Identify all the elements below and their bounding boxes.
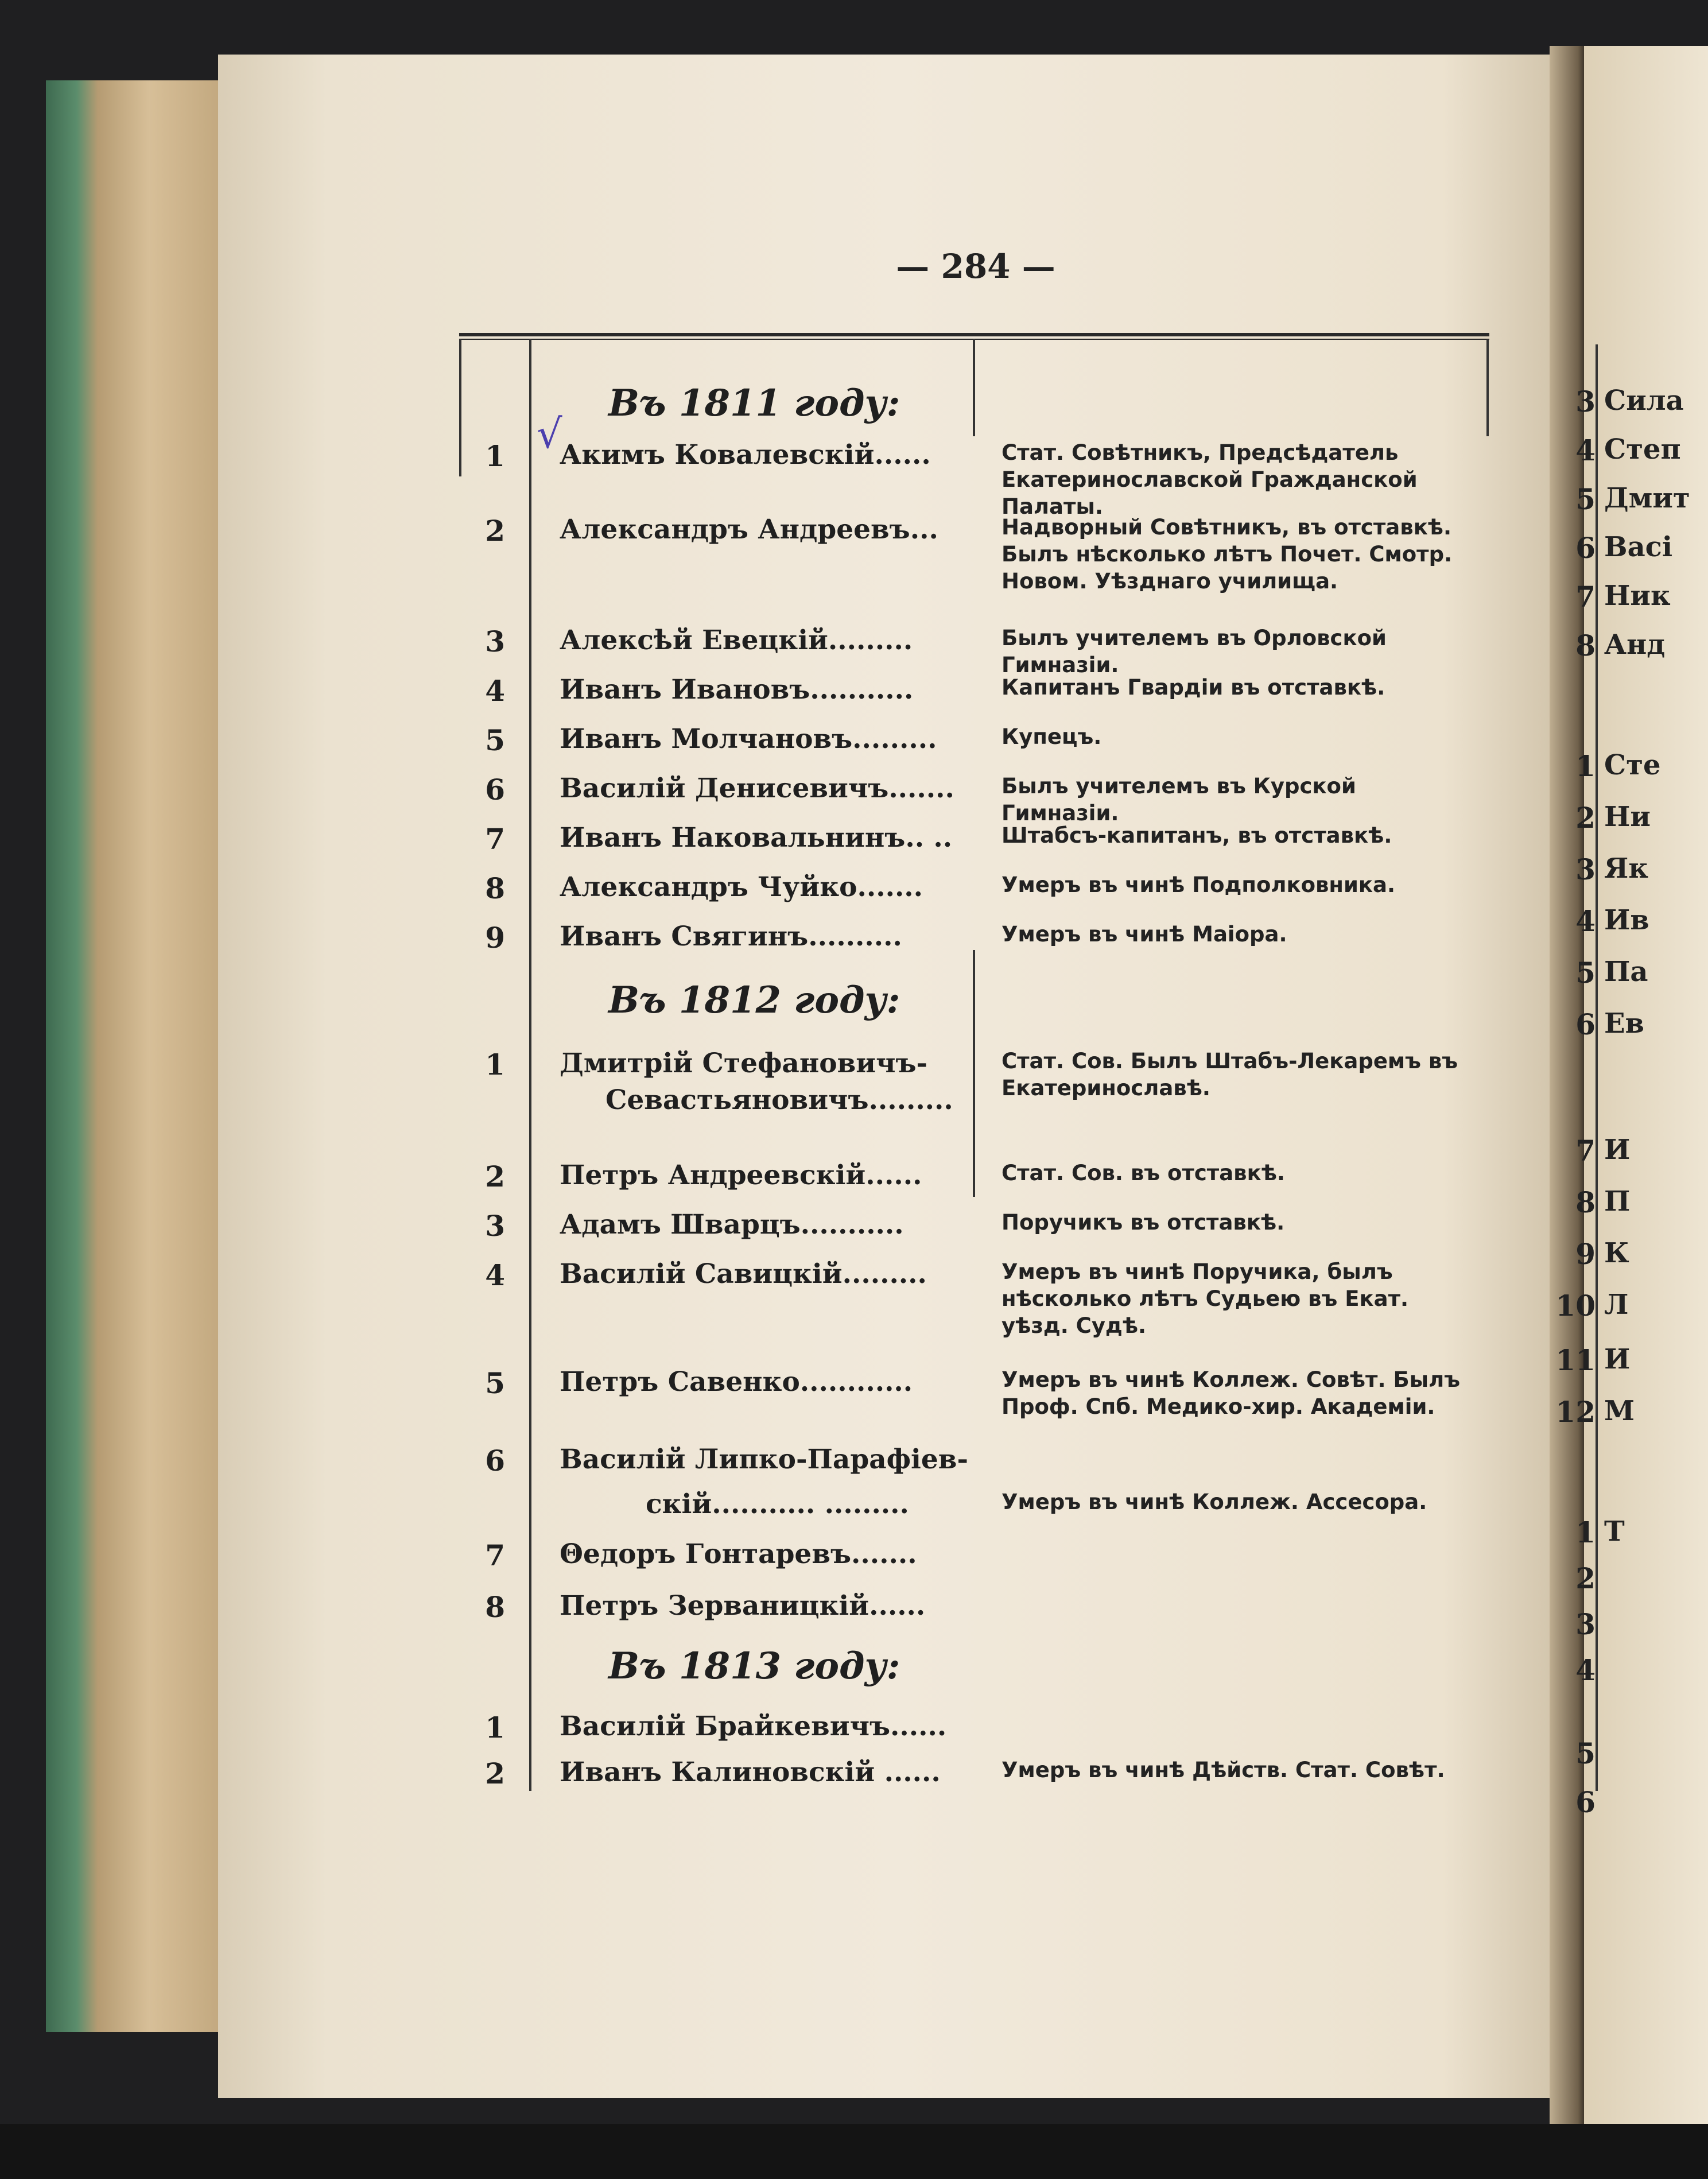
entry-name: Васі (1604, 531, 1673, 563)
entry-name: Дмитрій Стефановичъ- (560, 1048, 928, 1079)
right-border (1486, 339, 1489, 436)
entry-number: 1 (485, 1711, 505, 1744)
entry-number: 5 (1575, 956, 1596, 990)
number-column-divider (529, 339, 531, 1791)
entry-name: Александръ Чуйко....... (560, 871, 923, 903)
entry-number: 7 (1575, 580, 1596, 614)
entry-number: 11 (1555, 1343, 1596, 1377)
entry-name: Иванъ Наковальнинъ.. .. (560, 822, 953, 854)
entry-number: 6 (1575, 1785, 1596, 1819)
entry-number: 9 (485, 921, 505, 955)
entry-number: 2 (485, 514, 505, 548)
section-heading-1811: Въ 1811 году: (608, 382, 900, 425)
entry-name: Василій Брайкевичъ...... (560, 1711, 947, 1742)
entry-name: И (1604, 1343, 1631, 1375)
section-heading-1812: Въ 1812 году: (608, 979, 900, 1022)
entry-name: Александръ Андреевъ... (560, 514, 938, 545)
entry-number: 1 (485, 1048, 505, 1081)
entry-name: Иванъ Калиновскій ...... (560, 1757, 941, 1788)
entry-number: 1 (485, 439, 505, 473)
entry-note: Умеръ въ чинѣ Подполковника. (1001, 873, 1396, 897)
entry-number: 5 (485, 723, 505, 757)
entry-number: 9 (1575, 1237, 1596, 1271)
entry-name: К (1604, 1237, 1629, 1269)
entry-note: Капитанъ Гвардіи въ отставкѣ. (1001, 675, 1385, 700)
top-rule (459, 333, 1489, 336)
entry-note: Умеръ въ чинѣ Маіора. (1001, 922, 1287, 947)
entry-name: Василій Липко-Парафіев- (560, 1444, 968, 1475)
entry-name: Як (1604, 852, 1648, 885)
entry-number: 4 (1575, 1653, 1596, 1687)
entry-note: Стат. Сов. въ отставкѣ. (1001, 1161, 1285, 1185)
entry-number: 4 (1575, 433, 1596, 467)
entry-note: Купецъ. (1001, 724, 1102, 749)
entry-note: Стат. Сов. Былъ Штабъ-Лекаремъ въ Екатеринославѣ. (1001, 1049, 1458, 1100)
entry-name: М (1604, 1395, 1635, 1427)
entry-note: Надворный Совѣтникъ, въ отставкѣ. Былъ нѣсколько лѣтъ Почет. Смотр. Новом. Уѣзднаго училища. (1001, 515, 1453, 594)
entry-name: П (1604, 1185, 1631, 1218)
entry-note: Умеръ въ чинѣ Поручика, былъ нѣсколько лѣтъ Судьею въ Екат. уѣзд. Судѣ. (1001, 1259, 1409, 1338)
entry-number: 6 (485, 1444, 505, 1478)
entry-name: Петръ Савенко............ (560, 1366, 913, 1398)
entry-name: Петръ Андреевскій...... (560, 1160, 922, 1191)
entry-note: Умеръ въ чинѣ Коллеж. Ассесора. (1001, 1490, 1427, 1514)
entry-note: Умеръ въ чинѣ Коллеж. Совѣт. Былъ Проф. Спб. Медико-хир. Академіи. (1001, 1367, 1461, 1419)
entry-note: Стат. Совѣтникъ, Предсѣдатель Екатеринославской Гражданской Палаты. (1001, 440, 1418, 519)
entry-name-continued: скій........... ......... (646, 1488, 909, 1520)
entry-number: 4 (485, 674, 505, 708)
left-border (459, 339, 461, 476)
entry-name: Адамъ Шварцъ........... (560, 1209, 904, 1240)
entry-number: 7 (1575, 1134, 1596, 1168)
entry-name: Сте (1604, 749, 1661, 781)
entry-name: Ник (1604, 580, 1671, 612)
entry-number: 6 (1575, 531, 1596, 565)
entry-name: Василій Денисевичъ....... (560, 773, 954, 804)
entry-number: 6 (1575, 1007, 1596, 1041)
entry-name: Степ (1604, 433, 1681, 466)
entry-number: 5 (1575, 1736, 1596, 1770)
entry-name: Алексѣй Евецкій......... (560, 625, 913, 656)
entry-name: Иванъ Ивановъ........... (560, 674, 914, 705)
note-column-divider (973, 339, 975, 436)
book-edge (46, 80, 218, 2032)
entry-number: 3 (485, 1209, 505, 1243)
entry-name: Акимъ Ковалевскій...... (560, 439, 931, 471)
section-heading-1813: Въ 1813 году: (608, 1645, 900, 1688)
entry-note: Поручикъ въ отставкѣ. (1001, 1210, 1285, 1235)
entry-number: 2 (1575, 1561, 1596, 1595)
entry-number: 8 (1575, 1185, 1596, 1219)
entry-name: Василій Савицкій......... (560, 1258, 927, 1290)
entry-number: 6 (485, 773, 505, 807)
entry-name: Т (1604, 1515, 1625, 1548)
entry-note: Умеръ въ чинѣ Дѣйств. Стат. Совѣт. (1001, 1758, 1445, 1782)
entry-number: 8 (485, 871, 505, 905)
entry-name: Анд (1604, 629, 1666, 661)
entry-name: Иванъ Свягинъ.......... (560, 921, 902, 952)
entry-number: 12 (1555, 1395, 1596, 1429)
entry-name: Θедоръ Гонтаревъ....... (560, 1538, 917, 1570)
handwritten-checkmark: √ (537, 410, 562, 457)
page-number: — 284 — (896, 247, 1055, 286)
entry-name: Ни (1604, 801, 1651, 833)
entry-number: 1 (1575, 1515, 1596, 1549)
entry-name: Петръ Зерваницкій...... (560, 1590, 926, 1622)
entry-name: Ив (1604, 904, 1649, 936)
entry-number: 3 (1575, 385, 1596, 418)
entry-name: Иванъ Молчановъ......... (560, 723, 937, 755)
entry-number: 3 (1575, 1607, 1596, 1641)
entry-name: Дмит (1604, 482, 1690, 514)
entry-number: 5 (1575, 482, 1596, 516)
entry-number: 8 (1575, 629, 1596, 662)
entry-name: Ев (1604, 1007, 1644, 1040)
entry-note: Былъ учителемъ въ Орловской Гимназіи. (1001, 626, 1387, 677)
entry-number: 7 (485, 822, 505, 856)
entry-number: 2 (485, 1757, 505, 1790)
entry-note: Былъ учителемъ въ Курской Гимназіи. (1001, 774, 1356, 825)
right-page-column (1538, 344, 1708, 1837)
entry-name-continued: Севастьяновичъ......... (605, 1084, 953, 1116)
entry-number: 10 (1555, 1289, 1596, 1323)
register-table (459, 333, 1492, 1791)
entry-name: Па (1604, 956, 1648, 988)
entry-number: 4 (1575, 904, 1596, 938)
note-column-divider-2 (973, 950, 975, 1197)
entry-name: Сила (1604, 385, 1684, 417)
scan-background (0, 2124, 1708, 2179)
entry-number: 8 (485, 1590, 505, 1624)
entry-number: 1 (1575, 749, 1596, 783)
right-page-divider (1596, 344, 1598, 1791)
entry-number: 7 (485, 1538, 505, 1572)
entry-name: И (1604, 1134, 1631, 1166)
entry-number: 3 (485, 625, 505, 658)
entry-number: 4 (485, 1258, 505, 1292)
entry-name: Л (1604, 1289, 1629, 1321)
entry-number: 3 (1575, 852, 1596, 886)
entry-note: Штабсъ-капитанъ, въ отставкѣ. (1001, 823, 1392, 848)
entry-number: 5 (485, 1366, 505, 1400)
entry-number: 2 (1575, 801, 1596, 835)
entry-number: 2 (485, 1160, 505, 1193)
